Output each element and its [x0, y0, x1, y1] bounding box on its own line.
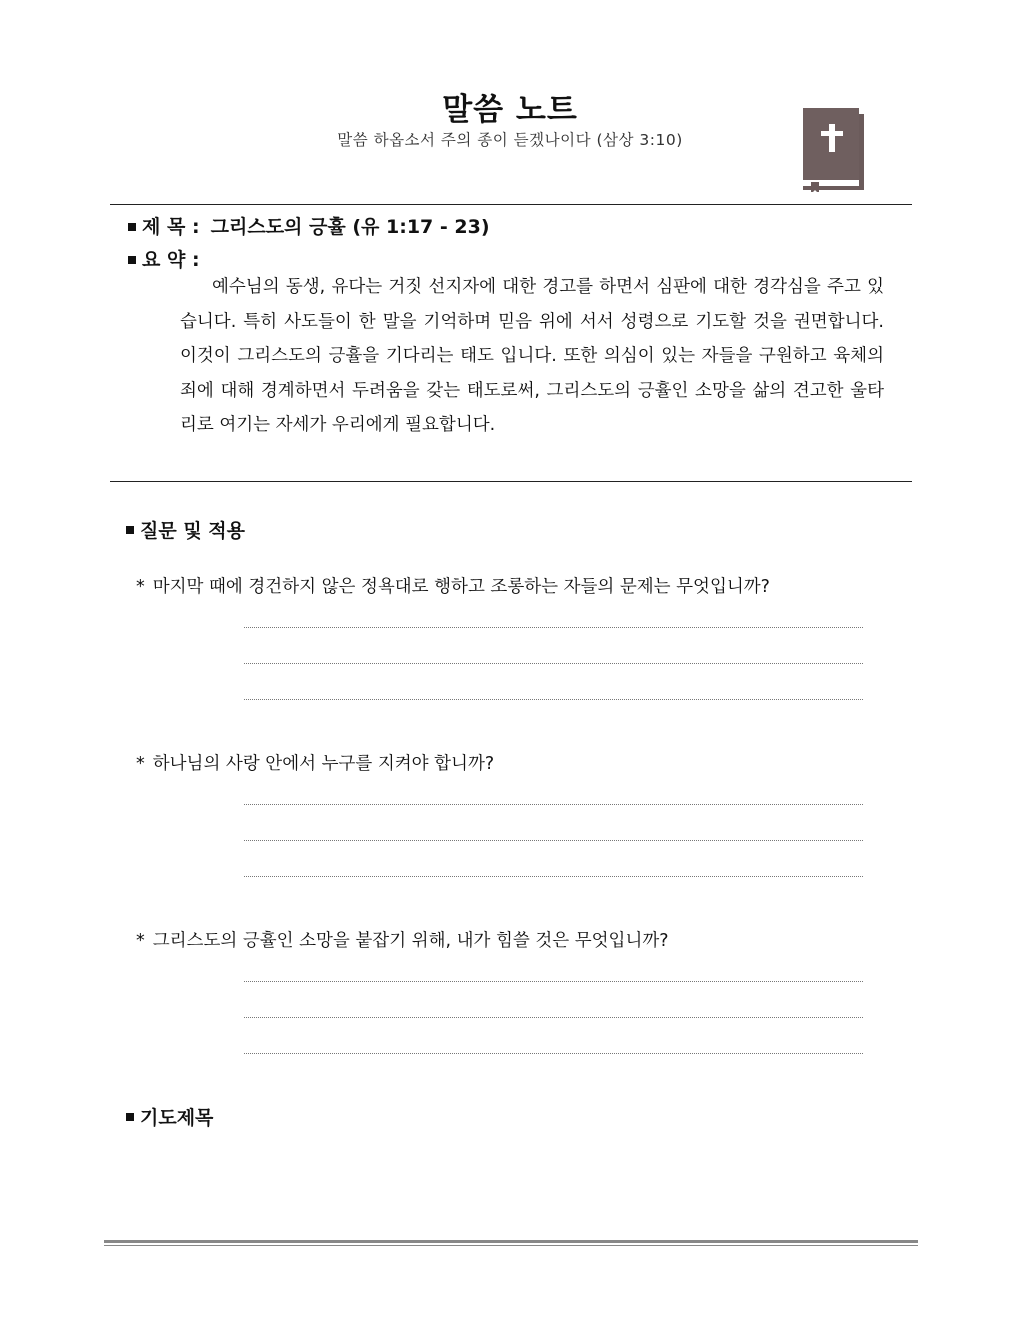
answer-line[interactable]: [244, 1017, 863, 1018]
summary-text: 예수님의 동생, 유다는 거짓 선지자에 대한 경고를 하면서 심판에 대한 경각심을 주고 있습니다. 특히 사도들이 한 말을 기억하며 믿음 위에 서서 성령으로 기도할 것을 권면합니다. 이것이 그리스도의 긍휼을 기다리는 태도 입니다. 또한 의심이 있는 자들을 구원하고 육체의 죄에 대해 경계하면서 두려움을 갖는 태도로써, 그리스도의 긍휼인 소망을 삶의 견고한 울타리로 여기는 자세가 우리에게 필요합니다.: [180, 277, 884, 435]
page-title: 말씀 노트: [442, 92, 578, 128]
prayer-heading: [126, 1103, 213, 1130]
question-1: [136, 573, 770, 598]
topic-value: 그리스도의 긍휼 (유 1:17 - 23): [210, 216, 490, 238]
answer-line[interactable]: [244, 840, 863, 841]
answer-line[interactable]: [244, 804, 863, 805]
answer-line[interactable]: [244, 1053, 863, 1054]
square-bullet-icon: [126, 1113, 134, 1121]
summary-label: 요 약 :: [142, 249, 200, 271]
topic-label: 제 목 :: [142, 216, 200, 238]
asterisk-icon: *: [136, 931, 145, 951]
asterisk-icon: *: [136, 577, 145, 597]
summary-row: [128, 245, 200, 272]
asterisk-icon: *: [136, 754, 145, 774]
footer-divider: [104, 1240, 918, 1243]
page-subtitle: 말씀 하옵소서 주의 종이 듣겠나이다 (삼상 3:10): [337, 131, 683, 149]
question-text: 하나님의 사랑 안에서 누구를 지켜야 합니까?: [152, 754, 495, 774]
square-bullet-icon: [128, 256, 136, 264]
topic-row: [128, 212, 490, 239]
question-3: [136, 927, 669, 952]
square-bullet-icon: [128, 223, 136, 231]
prayer-heading-label: 기도제목: [140, 1107, 214, 1129]
question-text: 마지막 때에 경건하지 않은 정욕대로 행하고 조롱하는 자들의 문제는 무엇입니까?: [152, 577, 770, 597]
qa-heading-label: 질문 및 적용: [140, 520, 245, 542]
bible-cross-icon: [802, 106, 866, 192]
answer-line[interactable]: [244, 981, 863, 982]
divider-top: [110, 204, 912, 205]
question-2: [136, 750, 494, 775]
divider-mid: [110, 481, 912, 482]
answer-line[interactable]: [244, 627, 863, 628]
footer-divider-thin: [104, 1245, 918, 1246]
answer-line[interactable]: [244, 876, 863, 877]
question-text: 그리스도의 긍휼인 소망을 붙잡기 위해, 내가 힘쓸 것은 무엇입니까?: [152, 931, 669, 951]
qa-heading: [126, 516, 245, 543]
square-bullet-icon: [126, 526, 134, 534]
answer-line[interactable]: [244, 663, 863, 664]
answer-line[interactable]: [244, 699, 863, 700]
